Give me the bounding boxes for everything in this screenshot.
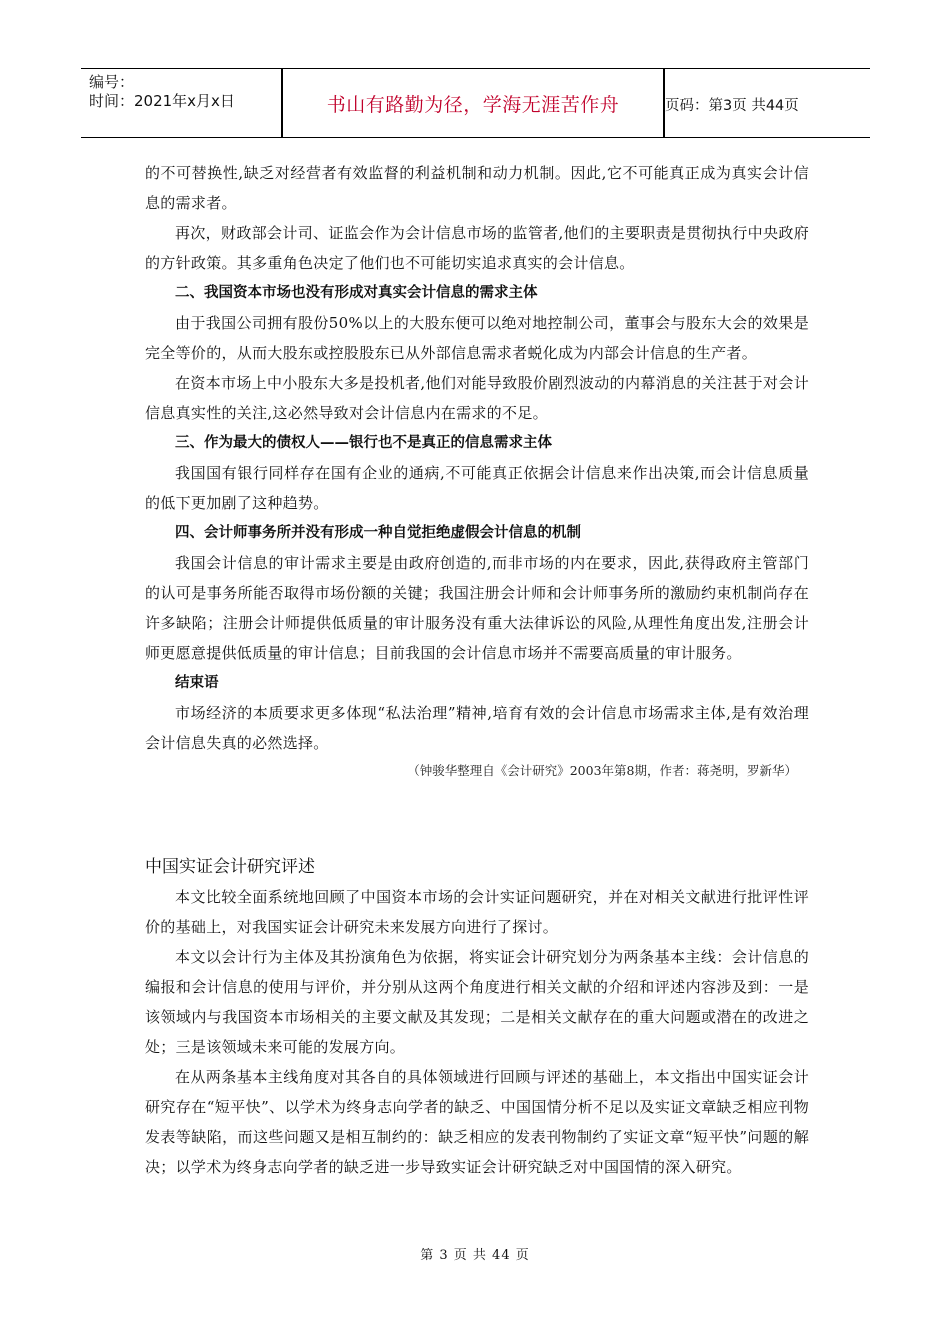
paragraph: 市场经济的本质要求更多体现“私法治理”精神,培育有效的会计信息市场需求主体,是有效治理会计信息失真的必然选择。 [145,704,809,752]
section-heading: 二、我国资本市场也没有形成对真实会计信息的需求主体 [175,285,538,301]
section-heading: 三、作为最大的债权人——银行也不是真正的信息需求主体 [175,435,552,451]
page-header [81,68,870,138]
conclusion-heading: 结束语 [175,675,219,691]
time-label: 时间：2021年x月x日 [89,92,235,110]
paragraph: 本文以会计行为主体及其扮演角色为依据，将实证会计研究划分为两条基本主线：会计信息的编报和会计信息的使用与评价，并分别从这两个角度进行相关文献的介绍和评述内容涉及到：一是该领域内与我国资本市场相关的主要文献及其发现；二是相关文献存在的重大问题或潜在的改进之处；三是该领域未来可能的发展方向。 [145,948,809,1056]
section-heading: 四、会计师事务所并没有形成一种自觉拒绝虚假会计信息的机制 [175,525,581,541]
paragraph: 我国国有银行同样存在国有企业的通病,不可能真正依据会计信息来作出决策,而会计信息质量的低下更加剧了这种趋势。 [145,464,809,512]
source-note: （钟骏华整理自《会计研究》2003年第8期，作者：蒋尧明，罗新华） [407,763,797,778]
paragraph: 本文比较全面系统地回顾了中国资本市场的会计实证问题研究，并在对相关文献进行批评性评价的基础上，对我国实证会计研究未来发展方向进行了探讨。 [145,888,809,936]
article-title: 中国实证会计研究评述 [145,857,315,877]
header-motto: 书山有路勤为径，学海无涯苦作舟 [326,93,620,116]
serial-label: 编号： [89,73,135,91]
header-page-number: 页码：第3页 共44页 [665,98,799,114]
article-section [145,852,809,1182]
paragraph: 的不可替换性,缺乏对经营者有效监督的利益机制和动力机制。因此,它不可能真正成为真实会计信息的需求者。 [145,164,809,212]
paragraph: 再次，财政部会计司、证监会作为会计信息市场的监管者,他们的主要职责是贯彻执行中央政府的方针政策。其多重角色决定了他们也不可能切实追求真实的会计信息。 [145,224,809,272]
paragraph: 我国会计信息的审计需求主要是由政府创造的,而非市场的内在要求，因此,获得政府主管部门的认可是事务所能否取得市场份额的关键；我国注册会计师和会计师事务所的激励约束机制尚存在许多缺陷；注册会计师提供低质量的审计服务没有重大法律诉讼的风险,从理性角度出发,注册会计师更愿意提供低质量的审计信息；目前我国的会计信息市场并不需要高质量的审计服务。 [145,554,809,662]
paragraph: 由于我国公司拥有股份50%以上的大股东便可以绝对地控制公司，董事会与股东大会的效果是完全等价的，从而大股东或控股股东已从外部信息需求者蜕化成为内部会计信息的生产者。 [145,314,809,362]
paragraph: 在从两条基本主线角度对其各自的具体领域进行回顾与评述的基础上，本文指出中国实证会计研究存在“短平快”、以学术为终身志向学者的缺乏、中国国情分析不足以及实证文章缺乏相应刊物发表等缺陷，而这些问题又是相互制约的：缺乏相应的发表刊物制约了实证文章“短平快”问题的解决；以学术为终身志向学者的缺乏进一步导致实证会计研究缺乏对中国国情的深入研究。 [145,1068,809,1176]
header-meta [89,73,235,111]
page-footer: 第 3 页 共 44 页 [420,1248,530,1263]
article-body [145,158,809,784]
paragraph: 在资本市场上中小股东大多是投机者,他们对能导致股价剧烈波动的内幕消息的关注甚于对会计信息真实性的关注,这必然导致对会计信息内在需求的不足。 [145,374,809,422]
